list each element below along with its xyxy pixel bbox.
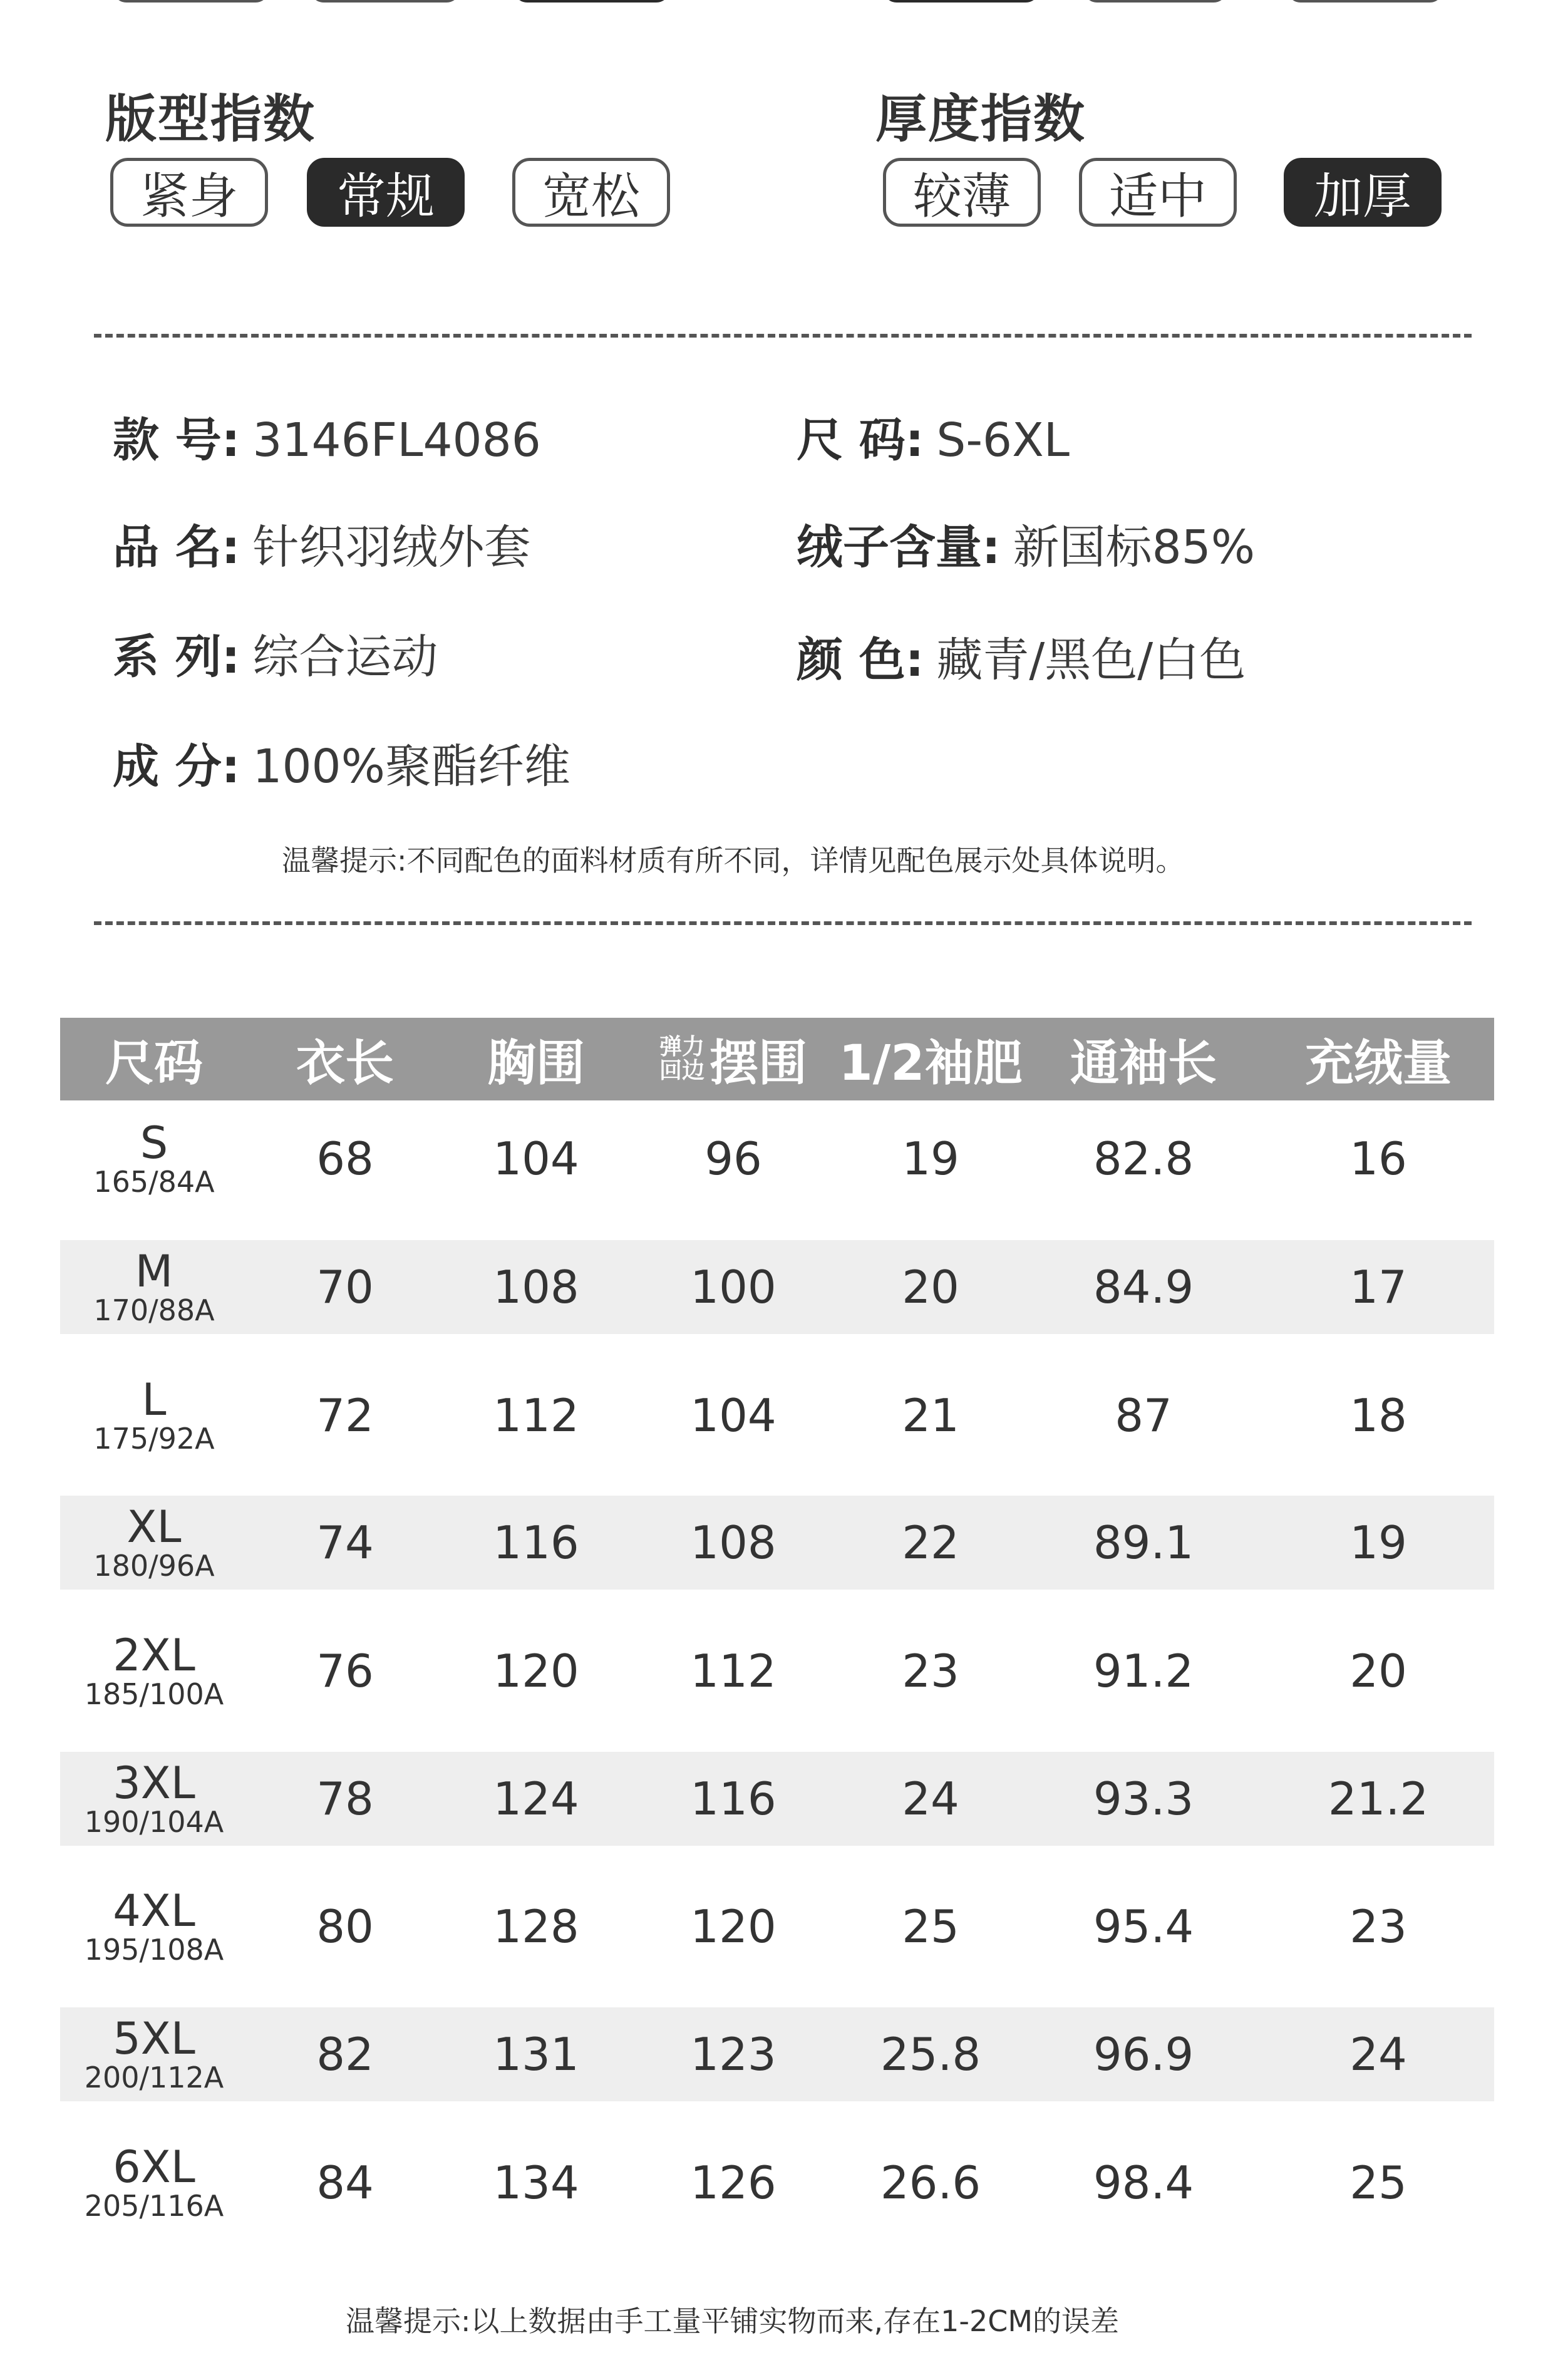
top-cut-pill bbox=[513, 0, 670, 3]
chest-cell: 104 bbox=[493, 1132, 579, 1185]
header-hem bbox=[630, 1018, 837, 1100]
chest-cell: 134 bbox=[493, 2156, 579, 2209]
thickness-option-medium[interactable]: 适中 bbox=[1079, 158, 1237, 227]
length-cell: 76 bbox=[316, 1645, 374, 1697]
sleeve-length-cell: 91.2 bbox=[1093, 1645, 1194, 1697]
down-content-label: 绒子含量: bbox=[797, 520, 1001, 574]
chest-cell: 108 bbox=[493, 1261, 579, 1313]
sleeve-length-cell: 89.1 bbox=[1093, 1516, 1194, 1569]
composition-value: 100%聚酯纤维 bbox=[252, 740, 570, 794]
down-content-row bbox=[797, 510, 1255, 577]
size-range-value: S-6XL bbox=[936, 413, 1070, 467]
table-row bbox=[60, 2136, 1494, 2230]
table-row bbox=[60, 1880, 1494, 1974]
half-sleeve-cell: 22 bbox=[902, 1516, 959, 1569]
size-range-label: 尺 码: bbox=[797, 413, 924, 467]
table-row bbox=[60, 1496, 1494, 1590]
size-label: 4XL bbox=[113, 1885, 195, 1937]
header-size: 尺码 bbox=[105, 1035, 203, 1092]
size-label: L bbox=[142, 1374, 167, 1425]
size-spec: 195/108A bbox=[84, 1933, 224, 1967]
fill-cell: 24 bbox=[1349, 2028, 1407, 2081]
divider bbox=[94, 334, 1472, 338]
size-label: M bbox=[135, 1246, 173, 1297]
style-number-label: 款 号: bbox=[113, 413, 240, 467]
thickness-index-title: 厚度指数 bbox=[875, 90, 1086, 149]
hem-cell: 108 bbox=[690, 1516, 776, 1569]
hem-cell: 100 bbox=[690, 1261, 776, 1313]
length-cell: 68 bbox=[316, 1132, 374, 1185]
table-row bbox=[60, 1240, 1494, 1334]
chest-cell: 131 bbox=[493, 2028, 579, 2081]
size-cell bbox=[60, 1496, 248, 1590]
size-label: 3XL bbox=[113, 1757, 195, 1809]
size-label: S bbox=[140, 1117, 168, 1169]
top-cut-pill bbox=[310, 0, 460, 3]
table-row bbox=[60, 1368, 1494, 1462]
table-row bbox=[60, 2007, 1494, 2101]
fill-cell: 20 bbox=[1349, 1645, 1407, 1697]
size-cell bbox=[60, 1240, 248, 1334]
size-label: 6XL bbox=[113, 2141, 195, 2193]
size-cell bbox=[60, 1624, 248, 1718]
half-sleeve-cell: 25.8 bbox=[880, 2028, 981, 2081]
length-cell: 82 bbox=[316, 2028, 374, 2081]
chest-cell: 116 bbox=[493, 1516, 579, 1569]
series-row bbox=[113, 620, 438, 686]
hem-prefix-line2: 回边 bbox=[659, 1058, 704, 1084]
fit-option-regular[interactable]: 常规 bbox=[307, 158, 465, 227]
size-spec: 175/92A bbox=[93, 1422, 215, 1456]
length-cell: 72 bbox=[316, 1389, 374, 1442]
half-sleeve-cell: 21 bbox=[902, 1389, 959, 1442]
half-sleeve-cell: 23 bbox=[902, 1645, 959, 1697]
header-length: 衣长 bbox=[296, 1035, 394, 1092]
half-sleeve-cell: 20 bbox=[902, 1261, 959, 1313]
hem-cell: 104 bbox=[690, 1389, 776, 1442]
sleeve-length-cell: 87 bbox=[1115, 1389, 1172, 1442]
length-cell: 84 bbox=[316, 2156, 374, 2209]
size-table-header bbox=[60, 1018, 1494, 1100]
table-row bbox=[60, 1112, 1494, 1206]
table-row bbox=[60, 1752, 1494, 1846]
colors-row bbox=[797, 623, 1246, 690]
colors-label: 颜 色: bbox=[797, 633, 924, 687]
chest-cell: 128 bbox=[493, 1900, 579, 1953]
chest-cell: 120 bbox=[493, 1645, 579, 1697]
size-spec: 205/116A bbox=[84, 2189, 224, 2223]
sleeve-length-cell: 98.4 bbox=[1093, 2156, 1194, 2209]
color-note: 温馨提示:不同配色的面料材质有所不同，详情见配色展示处具体说明。 bbox=[282, 844, 1185, 877]
sleeve-length-cell: 93.3 bbox=[1093, 1772, 1194, 1825]
header-sleeve-length: 通袖长 bbox=[1070, 1035, 1217, 1092]
size-cell bbox=[60, 2007, 248, 2101]
top-cut-pill bbox=[113, 0, 269, 3]
fill-cell: 23 bbox=[1349, 1900, 1407, 1953]
size-label: 2XL bbox=[113, 1630, 195, 1681]
thickness-option-thick[interactable]: 加厚 bbox=[1284, 158, 1442, 227]
header-hem-label: 摆围 bbox=[709, 1035, 808, 1092]
series-value: 综合运动 bbox=[252, 630, 438, 684]
sleeve-length-cell: 96.9 bbox=[1093, 2028, 1194, 2081]
half-sleeve-cell: 19 bbox=[902, 1132, 959, 1185]
divider bbox=[94, 921, 1472, 925]
chest-cell: 124 bbox=[493, 1772, 579, 1825]
hem-cell: 116 bbox=[690, 1772, 776, 1825]
fill-cell: 18 bbox=[1349, 1389, 1407, 1442]
hem-cell: 96 bbox=[704, 1132, 762, 1185]
fit-option-tight[interactable]: 紧身 bbox=[110, 158, 268, 227]
size-label: 5XL bbox=[113, 2013, 195, 2064]
length-cell: 78 bbox=[316, 1772, 374, 1825]
half-sleeve-cell: 24 bbox=[902, 1772, 959, 1825]
top-cut-pill bbox=[883, 0, 1040, 3]
hem-prefix bbox=[659, 1035, 704, 1083]
table-row bbox=[60, 1624, 1494, 1718]
length-cell: 80 bbox=[316, 1900, 374, 1953]
fit-index-title: 版型指数 bbox=[105, 90, 316, 149]
half-sleeve-cell: 25 bbox=[902, 1900, 959, 1953]
size-cell bbox=[60, 1752, 248, 1846]
colors-value: 藏青/黑色/白色 bbox=[936, 633, 1246, 687]
fill-cell: 21.2 bbox=[1328, 1772, 1429, 1825]
product-name-label: 品 名: bbox=[113, 520, 240, 574]
size-cell bbox=[60, 1112, 248, 1206]
header-fill: 充绒量 bbox=[1304, 1035, 1452, 1092]
fill-cell: 25 bbox=[1349, 2156, 1407, 2209]
down-content-value: 新国标85% bbox=[1013, 520, 1256, 574]
hem-cell: 120 bbox=[690, 1900, 776, 1953]
sleeve-length-cell: 84.9 bbox=[1093, 1261, 1194, 1313]
style-number-row bbox=[113, 403, 541, 470]
hem-cell: 123 bbox=[690, 2028, 776, 2081]
fill-cell: 16 bbox=[1349, 1132, 1407, 1185]
length-cell: 74 bbox=[316, 1516, 374, 1569]
fit-option-loose[interactable]: 宽松 bbox=[512, 158, 670, 227]
size-label: XL bbox=[126, 1501, 182, 1553]
size-cell bbox=[60, 2136, 248, 2230]
hem-cell: 112 bbox=[690, 1645, 776, 1697]
size-spec: 165/84A bbox=[93, 1165, 215, 1199]
product-name-value: 针织羽绒外套 bbox=[252, 520, 531, 574]
header-chest: 胸围 bbox=[487, 1035, 585, 1092]
top-cut-pill bbox=[1287, 0, 1443, 3]
size-spec: 200/112A bbox=[84, 2061, 224, 2094]
style-number-value: 3146FL4086 bbox=[252, 413, 541, 467]
size-spec: 185/100A bbox=[84, 1677, 224, 1711]
length-cell: 70 bbox=[316, 1261, 374, 1313]
fill-cell: 17 bbox=[1349, 1261, 1407, 1313]
half-sleeve-cell: 26.6 bbox=[880, 2156, 981, 2209]
product-name-row bbox=[113, 510, 530, 577]
sleeve-length-cell: 82.8 bbox=[1093, 1132, 1194, 1185]
size-spec: 190/104A bbox=[84, 1805, 224, 1839]
chest-cell: 112 bbox=[493, 1389, 579, 1442]
fill-cell: 19 bbox=[1349, 1516, 1407, 1569]
sleeve-length-cell: 95.4 bbox=[1093, 1900, 1194, 1953]
composition-label: 成 分: bbox=[113, 740, 240, 794]
size-spec: 180/96A bbox=[93, 1549, 215, 1583]
measure-note: 温馨提示:以上数据由手工量平铺实物而来,存在1-2CM的误差 bbox=[346, 2304, 1120, 2338]
thickness-option-thin[interactable]: 较薄 bbox=[883, 158, 1041, 227]
composition-row bbox=[113, 730, 570, 796]
size-spec: 170/88A bbox=[93, 1293, 215, 1327]
header-half-sleeve: 1/2袖肥 bbox=[838, 1035, 1023, 1092]
size-table bbox=[60, 1018, 1494, 2223]
hem-prefix-line1: 弹力 bbox=[659, 1034, 704, 1060]
size-cell bbox=[60, 1368, 248, 1462]
top-cut-pill bbox=[1083, 0, 1227, 3]
hem-cell: 126 bbox=[690, 2156, 776, 2209]
size-cell bbox=[60, 1880, 248, 1974]
series-label: 系 列: bbox=[113, 630, 240, 684]
size-range-row bbox=[797, 403, 1070, 470]
